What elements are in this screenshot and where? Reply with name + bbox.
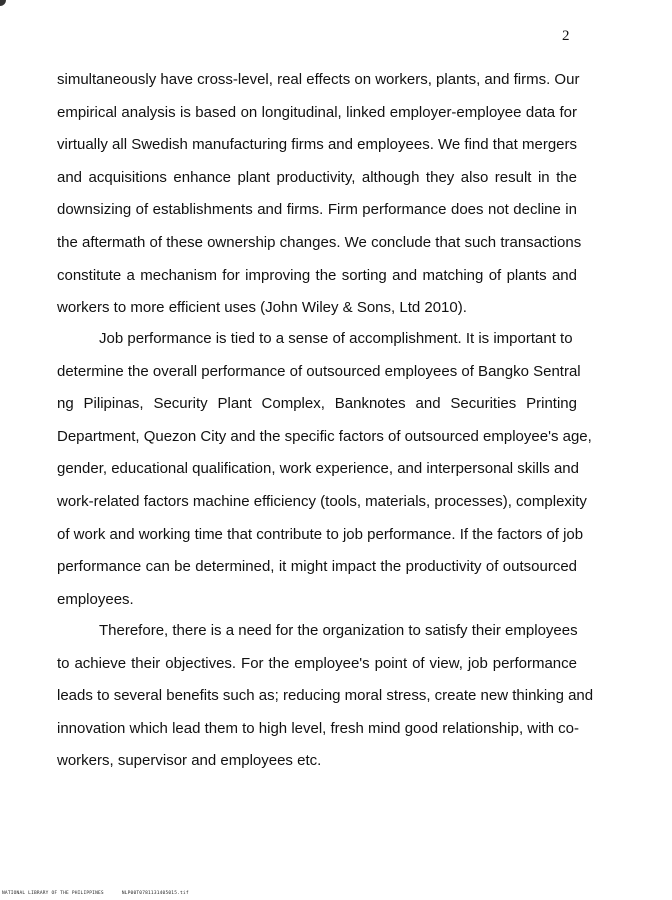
text-line: and acquisitions enhance plant productivity, although they also result in the [57, 168, 577, 186]
text-line: empirical analysis is based on longitudinal, linked employer-employee data for [57, 103, 577, 121]
text-line: workers to more efficient uses (John Wiley & Sons, Ltd 2010). [57, 299, 467, 317]
text-line: ng Pilipinas, Security Plant Complex, Banknotes and Securities Printing [57, 395, 577, 413]
text-line: constitute a mechanism for improving the sorting and matching of plants and [57, 266, 577, 284]
text-line: downsizing of establishments and firms. Firm performance does not decline in [57, 201, 577, 219]
scan-footer-stamp [2, 891, 189, 896]
scan-corner-mark [0, 0, 6, 6]
paragraph-3 [57, 615, 594, 778]
text-line: determine the overall performance of outsourced employees of Bangko Sentral [57, 362, 581, 380]
text-line: innovation which lead them to high level, fresh mind good relationship, with co- [57, 719, 579, 737]
library-stamp: NATIONAL LIBRARY OF THE PHILIPPINES [2, 891, 104, 896]
text-line: Department, Quezon City and the specific factors of outsourced employee's age, [57, 427, 592, 445]
text-line: the aftermath of these ownership changes. We conclude that such transactions [57, 233, 582, 251]
text-line: of work and working time that contribute to job performance. If the factors of job [57, 525, 584, 543]
text-line: workers, supervisor and employees etc. [57, 752, 322, 770]
paragraph-2 [57, 323, 592, 616]
scan-file-code: NLP00T0781131405015.tif [121, 891, 189, 896]
page-number: 2 [562, 28, 570, 44]
text-line: gender, educational qualification, work experience, and interpersonal skills and [57, 460, 579, 478]
text-line: to achieve their objectives. For the employee's point of view, job performance [57, 654, 577, 672]
text-line: performance can be determined, it might impact the productivity of outsourced [57, 558, 577, 576]
text-line: simultaneously have cross-level, real effects on workers, plants, and firms. Our [57, 71, 580, 88]
text-line: work-related factors machine efficiency (tools, materials, processes), complexity [57, 492, 587, 510]
paragraph-1 [57, 64, 582, 325]
text-line: virtually all Swedish manufacturing firms and employees. We find that mergers [57, 136, 577, 154]
text-line: Job performance is tied to a sense of accomplishment. It is important to [99, 330, 573, 347]
text-line: leads to several benefits such as; reducing moral stress, create new thinking and [57, 687, 594, 705]
text-line: Therefore, there is a need for the organization to satisfy their employees [99, 622, 578, 639]
text-line: employees. [57, 590, 134, 608]
